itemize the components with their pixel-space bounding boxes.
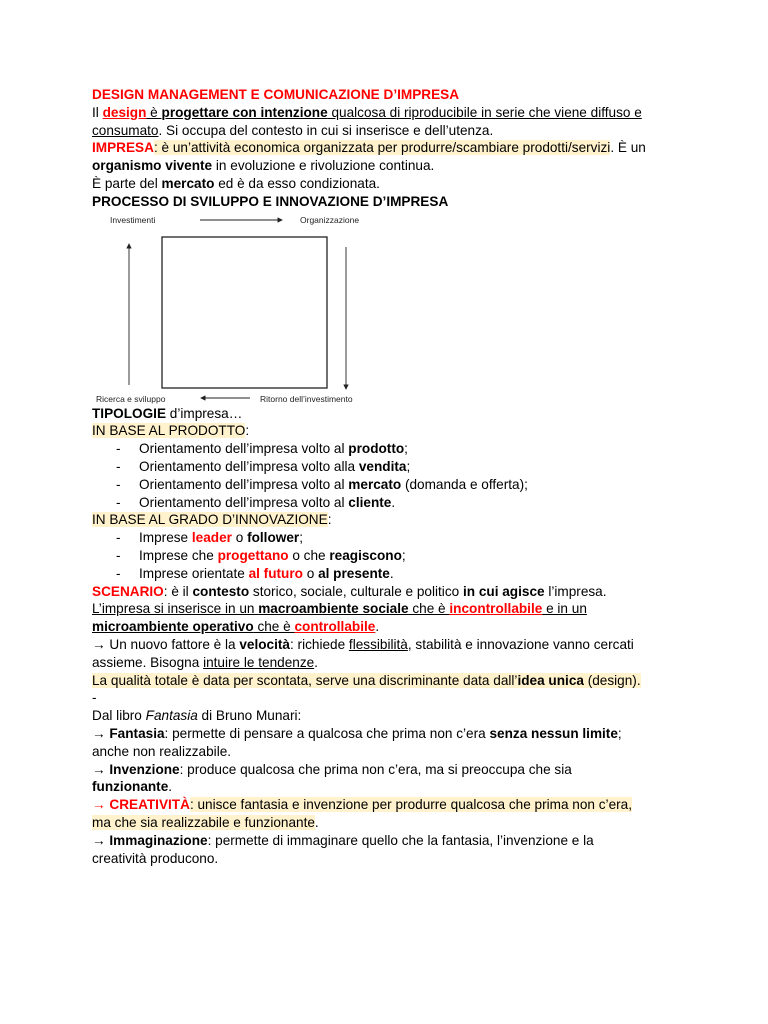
process-square: [162, 237, 327, 388]
list-item: - Orientamento dell’impresa volto al prodotto;: [116, 441, 408, 457]
list-item: - Orientamento dell’impresa volto al cliente.: [116, 494, 396, 510]
scenario-line-5: assieme. Bisogna intuire le tendenze.: [92, 654, 318, 670]
intro-line-5: È parte del mercato ed è da esso condizionata.: [92, 175, 380, 191]
list-item: - Imprese orientate al futuro o al presente.: [116, 565, 394, 581]
prodotto-heading: IN BASE AL PRODOTTO:: [92, 423, 250, 439]
scenario-line-3: microambiente operativo che è controllabile.: [92, 619, 380, 635]
scenario-line-7: -: [92, 690, 97, 706]
munari-line-7: ma che sia realizzabile e funzionante.: [92, 814, 319, 830]
scenario-line-2: L’impresa si inserisce in un macroambiente sociale che è incontrollabile e in un: [92, 601, 587, 617]
munari-line-9: creatività producono.: [92, 850, 219, 866]
scenario-line-1: SCENARIO: è il contesto storico, sociale, culturale e politico in cui agisce l’impresa.: [92, 583, 607, 599]
intro-line-4: organismo vivente in evoluzione e rivoluzione continua.: [92, 158, 435, 174]
list-item: - Orientamento dell’impresa volto al mercato (domanda e offerta);: [116, 476, 528, 492]
label-investimenti: Investimenti: [110, 214, 156, 225]
process-diagram: [92, 211, 692, 405]
intro-line-3: IMPRESA: è un’attività economica organizzata per produrre/scambiare prodotti/servizi. È un: [92, 140, 646, 156]
label-ritorno-investimento: Ritorno dell’investimento: [260, 393, 353, 404]
label-ricerca-sviluppo: Ricerca e sviluppo: [96, 393, 166, 404]
munari-line-6: → CREATIVITÀ: unisce fantasia e invenzione per produrre qualcosa che prima non c’era,: [92, 797, 632, 813]
scenario-line-4: → Un nuovo fattore è la velocità: richiede flessibilità, stabilità e innovazione vanno cercati: [92, 636, 634, 652]
scenario-line-6: La qualità totale è data per scontata, serve una discriminante data dall’idea unica (design).: [92, 672, 641, 688]
munari-line-5: funzionante.: [92, 779, 173, 795]
document-title: DESIGN MANAGEMENT E COMUNICAZIONE D’IMPRESA: [92, 87, 460, 102]
list-item: - Imprese leader o follower;: [116, 530, 303, 546]
munari-line-8: → Immaginazione: permette di immaginare quello che la fantasia, l’invenzione e la: [92, 832, 594, 848]
innovazione-heading: IN BASE AL GRADO D’INNOVAZIONE:: [92, 512, 332, 528]
munari-line-4: → Invenzione: produce qualcosa che prima non c’era, ma si preoccupa che sia: [92, 761, 572, 777]
munari-line-1: Dal libro Fantasia di Bruno Munari:: [92, 708, 302, 724]
process-diagram-svg: [92, 211, 692, 405]
munari-line-3: anche non realizzabile.: [92, 743, 232, 759]
tipologie-line: TIPOLOGIE d’impresa…: [92, 405, 243, 421]
munari-line-2: → Fantasia: permette di pensare a qualcosa che prima non c’era senza nessun limite;: [92, 725, 622, 741]
label-organizzazione: Organizzazione: [300, 214, 360, 225]
document-body: [92, 86, 692, 867]
list-item: - Imprese che progettano o che reagiscono;: [116, 547, 406, 563]
intro-line-1: Il design è progettare con intenzione qualcosa di riproducibile in serie che viene diffuso e: [92, 104, 642, 120]
process-heading: PROCESSO DI SVILUPPO E INNOVAZIONE D’IMPRESA: [92, 193, 449, 209]
intro-line-2: consumato. Si occupa del contesto in cui si inserisce e dell’utenza.: [92, 122, 494, 138]
list-item: - Orientamento dell’impresa volto alla vendita;: [116, 458, 411, 474]
